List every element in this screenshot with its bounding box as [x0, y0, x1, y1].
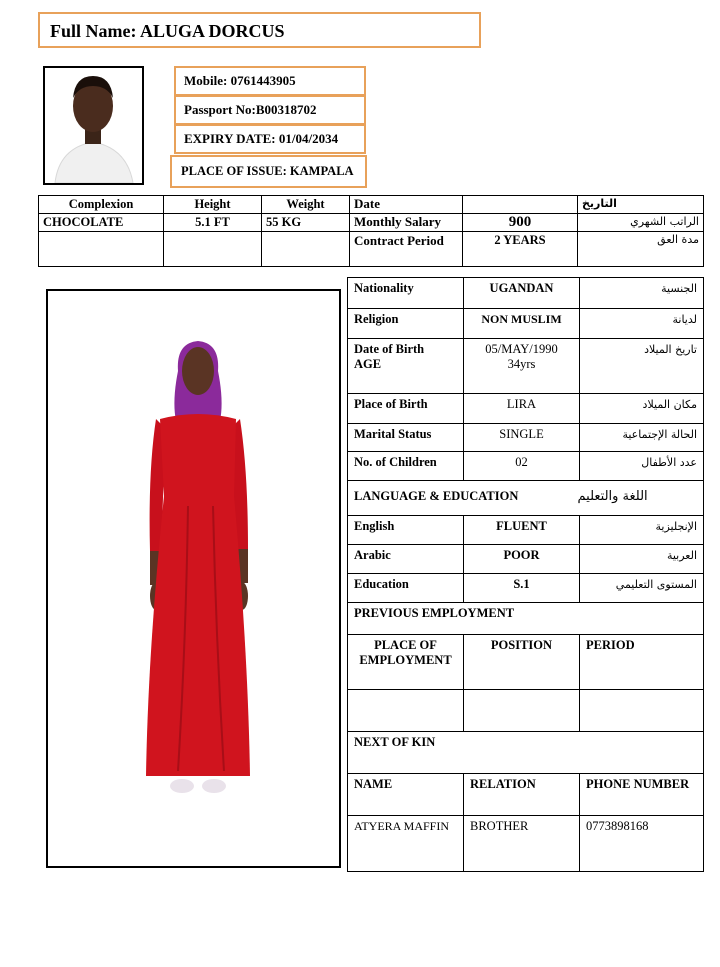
full-body-photo — [46, 289, 341, 868]
kin-name: ATYERA MAFFIN — [348, 816, 464, 872]
weight-value: 55 KG — [262, 214, 350, 232]
language-education-arabic: اللغة والتعليم — [577, 489, 648, 504]
dob-value: 05/MAY/1990 — [485, 342, 558, 356]
details-table — [347, 277, 704, 872]
english-value: FLUENT — [464, 516, 580, 545]
empty-cell — [164, 232, 262, 267]
weight-header: Weight — [262, 196, 350, 214]
place-of-birth-value: LIRA — [464, 394, 580, 424]
full-name-box — [38, 12, 481, 48]
mobile-box — [174, 66, 366, 96]
empty-cell — [580, 690, 704, 732]
place-of-employment-header: PLACE OF EMPLOYMENT — [348, 635, 464, 690]
arabic-label: Arabic — [348, 545, 464, 574]
english-arabic: الإنجليزية — [580, 516, 704, 545]
religion-value: NON MUSLIM — [464, 309, 580, 339]
nationality-label: Nationality — [348, 278, 464, 309]
mobile-number: Mobile: 0761443905 — [184, 73, 296, 88]
nationality-value: UGANDAN — [464, 278, 580, 309]
physical-terms-table — [38, 195, 704, 267]
children-value: 02 — [464, 452, 580, 481]
arabic-arabic: العربية — [580, 545, 704, 574]
next-of-kin-title: NEXT OF KIN — [348, 732, 704, 774]
height-value: 5.1 FT — [164, 214, 262, 232]
passport-number: Passport No:B00318702 — [184, 102, 317, 117]
position-header: POSITION — [464, 635, 580, 690]
kin-phone: 0773898168 — [580, 816, 704, 872]
empty-cell — [348, 690, 464, 732]
kin-phone-header: PHONE NUMBER — [580, 774, 704, 816]
contract-arabic: مدة العق — [578, 232, 704, 267]
standing-person-icon — [48, 291, 339, 866]
previous-employment-title: PREVIOUS EMPLOYMENT — [348, 603, 704, 635]
date-value — [463, 196, 578, 214]
complexion-header: Complexion — [39, 196, 164, 214]
full-name: Full Name: ALUGA DORCUS — [50, 21, 285, 41]
arabic-value: POOR — [464, 545, 580, 574]
salary-label: Monthly Salary — [350, 214, 463, 232]
place-of-birth-label: Place of Birth — [348, 394, 464, 424]
education-arabic: المستوى التعليمي — [580, 574, 704, 603]
religion-arabic: لديانة — [580, 309, 704, 339]
english-label: English — [348, 516, 464, 545]
place-of-issue-box — [170, 155, 367, 188]
language-education-header — [348, 481, 704, 516]
marital-status-arabic: الحالة الإجتماعية — [580, 424, 704, 452]
nationality-arabic: الجنسية — [580, 278, 704, 309]
empty-cell — [39, 232, 164, 267]
expiry-date: EXPIRY DATE: 01/04/2034 — [184, 131, 339, 146]
kin-relation-header: RELATION — [464, 774, 580, 816]
salary-value: 900 — [463, 214, 578, 232]
marital-status-value: SINGLE — [464, 424, 580, 452]
date-arabic: التاريخ — [578, 196, 704, 214]
religion-label: Religion — [348, 309, 464, 339]
education-label: Education — [348, 574, 464, 603]
children-label: No. of Children — [348, 452, 464, 481]
language-education-title: LANGUAGE & EDUCATION — [354, 489, 519, 503]
age-value: 34yrs — [507, 357, 536, 371]
kin-relation: BROTHER — [464, 816, 580, 872]
kin-name-header: NAME — [348, 774, 464, 816]
passport-box — [174, 95, 366, 125]
place-of-issue: PLACE OF ISSUE: KAMPALA — [181, 164, 354, 178]
contract-label: Contract Period — [350, 232, 463, 267]
empty-cell — [262, 232, 350, 267]
date-label: Date — [350, 196, 463, 214]
salary-arabic: الراتب الشهري — [578, 214, 704, 232]
dob-arabic: تاريخ الميلاد — [580, 339, 704, 394]
children-arabic: عدد الأطفال — [580, 452, 704, 481]
complexion-value: CHOCOLATE — [39, 214, 164, 232]
education-value: S.1 — [464, 574, 580, 603]
dob-value-cell — [464, 339, 580, 394]
marital-status-label: Marital Status — [348, 424, 464, 452]
period-header: PERIOD — [580, 635, 704, 690]
dob-label-cell — [348, 339, 464, 394]
expiry-box — [174, 124, 366, 154]
height-header: Height — [164, 196, 262, 214]
face-photo-icon — [45, 68, 142, 183]
age-label: AGE — [354, 357, 382, 371]
dob-label: Date of Birth — [354, 342, 425, 356]
contract-value: 2 YEARS — [463, 232, 578, 267]
empty-cell — [464, 690, 580, 732]
place-of-birth-arabic: مكان الميلاد — [580, 394, 704, 424]
passport-photo — [43, 66, 144, 185]
